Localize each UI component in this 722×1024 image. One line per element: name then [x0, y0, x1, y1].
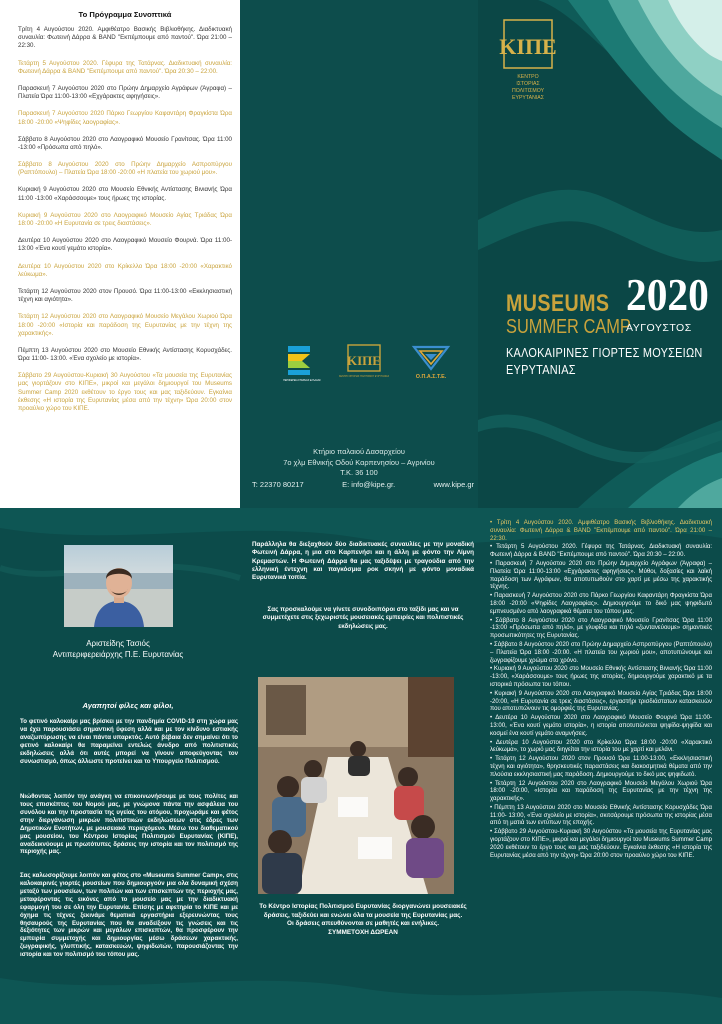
phone: T: 22370 80217	[252, 480, 304, 489]
address-line-1: Κτήριο παλαιού Δασαρχείου	[313, 447, 405, 456]
website-link[interactable]: www.kipe.gr	[433, 480, 474, 489]
program-entry: Τρίτη 4 Αυγούστου 2020. Αμφιθέατρο Βασικής Βιβλιοθήκης. Διαδικτυακή συναυλία: Φωτεινή Δάρρα & BAND "Εκπέμπουμε από παντού". Ώρα 21:00 – 22:30.	[18, 26, 232, 50]
program-entry: Κυριακή 9 Αυγούστου 2020 στο Λαογραφικό Μουσείο Αγίας Τριάδας Ώρα 18:00 -20:00 «Η Ευρυτανία σε τρεις διαστάσεις».	[18, 211, 232, 227]
schedule-entry: • Σάββατο 8 Αυγούστου 2020 στο Πρώην Δημαρχείο Ασπροπύργου (Ραπτόπουλο) – Πλατεία Ώρα 18:00 -20:00. «Η πλατεία του χωριού μου», αποτυπώνουμε και ζωγραφίζουμε χρώμα στο χρόνο.	[490, 641, 712, 664]
schedule-entry: • Δευτέρα 10 Αυγούστου 2020 στο Κρίκελλο Ώρα 18:00 -20:00 «Χαρακτικό λεύκωμα», το χωριό μας διηγείται την ιστορία του με χαρτί και μελάνι.	[490, 739, 712, 754]
schedule-entry: • Τετάρτη 12 Αυγούστου 2020 στον Προυσό Ώρα 11:00-13:00, «Εκκλησιαστική τέχνη και αγιότητα», θρησκευτικές παραστάσεις και διακοσμητικά θέματα από την πλούσια εκκλησιαστική μας παράδοση. Δημιουργούμε το δικό μας ψηφιδωτό.	[490, 756, 712, 778]
address-line-3: Τ.Κ. 36 100	[340, 468, 378, 478]
schedule-entry: • Κυριακή 9 Αυγούστου 2020 στο Μουσείο Εθνικής Αντίστασης Βινιανής Ώρα 11:00 -13:00, «Χαράσσουμε» τους ήρωες της ιστορίας, δημιουργούμε χαρακτικό με τα ιστορικά πρόσωπα του τόπου.	[490, 666, 712, 688]
schedule-entry: • Τρίτη 4 Αυγούστου 2020. Αμφιθέατρο Βασικής Βιβλιοθήκης. Διαδικτυακή συναυλία: Φωτεινή Δάρρα & BAND "Εκπέμπουμε από παντού". Ώρα 21:00 – 22:30.	[490, 520, 712, 542]
program-entry: Τετάρτη 5 Αυγούστου 2020. Γέφυρα της Τατάρνας. Διαδικτυακή συναυλία: Φωτεινή Δάρρα & BAND "Εκπέμπουμε από παντού". Ώρα 20:30 – 22:00.	[18, 59, 232, 75]
svg-text:ΚΙΠΕ: ΚΙΠΕ	[499, 34, 557, 59]
official-photo	[64, 545, 173, 627]
title-subtitle	[506, 345, 703, 379]
program-entry: Τετάρτη 12 Αυγούστου 2020 στο Λαογραφικό Μουσείο Μεγάλου Χωριού Ώρα 18:00 -20:00 «Ιστορία και παράδοση της Ευρυτανίας με την τέχνη της χαρακτικής».	[18, 313, 232, 337]
program-summary-panel	[0, 0, 240, 508]
schedule-entry: • Κυριακή 9 Αυγούστου 2020 στο Λαογραφικό Μουσείο Αγίας Τριάδας Ώρα 18:00 -20:00, «Η Ευρυτανία σε τρεις διαστάσεις», εργαστήρι τρισδιάστατων κατασκευών που αποτυπώνουν τις ομορφιές της Ευρυτανίας.	[490, 690, 712, 713]
welcome-paragraph-1: Το φετινό καλοκαίρι μας βρίσκει με την πανδημία COVID-19 στη χώρα μας να έχει παρουσιάσει σημαντική ύφεση αλλά και με τον κίνδυνο εστιακής αναζωπύρωσης να είναι πάντα υπαρκτός. Αυτό βέβαια δεν σημαίνει ότι το φετινό καλοκαίρι θα παραμείνει εντελώς άνυδρο από πολιτιστικές εκδηλώσεις αλλά ότι αυτές μπορεί να γίνουν αποφεύγοντας τον συνωστισμό, όπως άλλωστε προτείνει και το Υπουργείο Πολιτισμού.	[20, 718, 238, 765]
workshop-photo	[258, 677, 454, 894]
concert-paragraph: Παράλληλα θα διεξαχθούν δύο διαδικτυακές συναυλίες με την μοναδική Φωτεινή Δάρρα, η μια στο Καρπενήσι και η άλλη με φόντο την Λίμνη Κρεμαστών. Η Φωτεινή Δάρρα θα μας ταξιδέψει με τραγούδια από την ελληνική έντεχνη και παγκόσμια ροκ σκηνή με φόντο μοναδικά Ευρυτανικά τοπία.	[252, 541, 474, 582]
brochure-inside	[0, 508, 722, 1024]
region-logo	[282, 343, 322, 387]
cover-panel	[478, 0, 722, 508]
svg-text:ΕΥΡΥΤΑΝΙΑΣ: ΕΥΡΥΤΑΝΙΑΣ	[512, 95, 544, 101]
greeting: Αγαπητοί φίλες και φίλοι,	[82, 701, 174, 710]
closing-line-2: Οι δράσεις απευθύνονται σε μαθητές και ενήλικες.	[286, 920, 440, 928]
address-line-2: 7ο χλμ Εθνικής Οδού Καρπενησίου – Αγρινίου	[283, 457, 435, 467]
welcome-paragraph-3: Σας καλωσορίζουμε λοιπόν και φέτος στο «Museums Summer Camp», στις καλοκαιρινές γιορτές μουσείων που δημιουργούν μια ολα δυναμική σχέση μεταξύ των μουσείων, των πολιτών και των επισκεπτών της περιοχής μας, μεταφέροντας τις εικόνες από το μουσείο μας με την διαδικτυακή εφαρμογή του σε όλη την Ευρυτανία. Επίσης με αφετηρία το ΚΙΠΕ και με όχημα τις τέχνες ξεκινάμε θεματικά εργαστήρια εξερευνώντας τους θησαυρούς της Ευρυτανίας που θα αναδείξουν τις γνώσεις και τις δεξιότητες των μικρών και μεγάλων επισκεπτών, θα προσφέρουν την εμπειρία συμμετοχής και δημιουργίας μέσω δράσεων χαρακτικής, ζωγραφικής, γλυπτικής, κατασκευών, ψηφιδωτών, παρουσιάζοντας την ιστορία και τον πολιτισμό του τόπου μας.	[20, 872, 238, 959]
svg-text:Ο.Π.Α.Σ.Τ.Ε.: Ο.Π.Α.Σ.Τ.Ε.	[415, 374, 447, 380]
official-name: Αριστείδης Τασιός	[86, 639, 150, 648]
title-year: 2020	[626, 269, 709, 320]
detailed-schedule	[490, 520, 712, 861]
contact-panel	[240, 0, 478, 508]
svg-text:ΠΕΡΙΦΕΡΕΙΑ ΣΤΕΡΕΑΣ ΕΛΛΑΔΑΣ: ΠΕΡΙΦΕΡΕΙΑ ΣΤΕΡΕΑΣ ΕΛΛΑΔΑΣ	[283, 379, 321, 382]
program-entry: Παρασκευή 7 Αυγούστου 2020 στο Πρώην Δημαρχείο Αγράφων (Άγραφα) – Πλατεία Ώρα 11:00-13:00 «Εχγάρακτες αφηγήσεις».	[18, 84, 232, 101]
official-role: Αντιπεριφερειάρχης Π.Ε. Ευρυτανίας	[52, 650, 184, 660]
schedule-entry: • Τετάρτη 5 Αυγούστου 2020. Γέφυρα της Τατάρνας. Διαδικτυακή συναυλία: Φωτεινή Δάρρα & BAND "Εκπέμπουμε από παντού". Ώρα 20:30 – 22:00.	[490, 544, 712, 559]
closing-text	[252, 903, 474, 938]
schedule-entry: • Παρασκευή 7 Αυγούστου 2020 στο Πάρκο Γεωργίου Καφαντάρη Φραγκίστα Ώρα 18:00 -20:00 «Ψηφίδες Λαογραφίας». Δημιουργούμε το δικό μας ψηφιδωτό εμπνευσμένο από λαογραφικά θέματα του τόπου μας.	[490, 593, 712, 615]
brochure-outside	[0, 0, 722, 508]
official-caption	[18, 638, 218, 660]
svg-text:ΙΣΤΟΡΙΑΣ: ΙΣΤΟΡΙΑΣ	[516, 81, 540, 87]
program-list	[18, 26, 232, 413]
program-entry: Πέμπτη 13 Αυγούστου 2020 στο Μουσείο Εθνικής Αντίστασης Κορυσχάδες. Ώρα 11:00- 13:00. «Ένα σχολείο με ιστορία».	[18, 346, 232, 363]
program-title: Το Πρόγραμμα Συνοπτικά	[78, 10, 172, 19]
invitation-paragraph: Σας προσκαλούμε να γίνετε συνοδοιπόροι στο ταξίδι μας και να συμμετέχετε στις ξεχωριστές μουσειακές εμπειρίες και πολιτιστικές εκδηλώσεις μας.	[262, 606, 464, 630]
svg-text:ΠΟΛΙΤΙΣΜΟΥ: ΠΟΛΙΤΙΣΜΟΥ	[511, 88, 545, 94]
contact-line	[252, 480, 474, 489]
opaste-logo	[410, 343, 450, 387]
svg-text:ΚΙΠΕ: ΚΙΠΕ	[347, 353, 381, 368]
title-summer-camp: SUMMER CAMP	[506, 316, 631, 338]
welcome-paragraph-2: Νιώθοντας λοιπόν την ανάγκη να επικοινωνήσουμε με τους πολίτες και τους επισκέπτες του Νομού μας, με γνώμονα πάντα την ασφάλεια του συνόλου και την προστασία της υγείας του ατόμου, προχωράμε και φέτος στην διεργάνωση μικρών πολιτιστικών εκδηλώσεων στις έδρες των Δημοτικών Ενοτήτων, με μουσειακό περιεχόμενο. Μέσω του διαθεματικού μας μουσείου, του Κέντρου Ιστορίας Πολιτισμού Ευρυτανίας (ΚΙΠΕ), αναδεικνύουμε με πρωτότυπες δράσεις την ιστορία και τον πολιτισμό της περιοχής μας.	[20, 793, 238, 856]
title-museums: MUSEUMS	[506, 290, 610, 317]
kipe-main-logo	[499, 18, 557, 110]
subtitle-line-1: ΚΑΛΟΚΑΙΡΙΝΕΣ ΓΙΟΡΤΕΣ ΜΟΥΣΕΙΩΝ	[506, 345, 703, 360]
schedule-entry: • Δευτέρα 10 Αυγούστου 2020 στο Λαογραφικό Μουσείο Φουρνά Ώρα 11:00- 13:00, «Ένα κουτί γεμάτο ιστορία», η ιστορία αποτυπώνεται ψηφίδα-ψηφίδα και κοσμεί ένα κουτί γεμάτο αναμνήσεις.	[490, 715, 712, 737]
kipe-small-logo	[339, 343, 389, 387]
sponsor-logos	[282, 343, 452, 391]
program-entry: Κυριακή 9 Αυγούστου 2020 στο Μουσείο Εθνικής Αντίστασης Βινιανής Ώρα 11:00 -13:00 «Χαράσσουμε» τους ήρωες της ιστορίας.	[18, 186, 232, 202]
schedule-entry: • Παρασκευή 7 Αυγούστου 2020 στο Πρώην Δημαρχείο Αγράφων (Άγραφα) – Πλατεία Ώρα 11:00-13:00 «Εχγάρακτες αφηγήσεις». Μύθοι, δοξασίες και λαϊκή παράδοση των Αγράφων, θα αποτυπωθούν στο χαρτί με μέσω της χαρακτικής τέχνης.	[490, 560, 712, 591]
program-entry: Σάββατο 29 Αυγούστου-Κυριακή 30 Αυγούστου «Τα μουσεία της Ευρυτανίας μας γιορτάζουν στο ΚΙΠΕ», μικροί και μεγάλοι δημιουργοί του Museums Summer Camp 2020 εκθέτουν το έργο τους και μας ταξιδεύουν. Εγκαίνια έκθεσης «Η ιστορία της Ευρυτανίας μέσα από την τέχνη» Ώρα 20:00 στον προαύλιο χώρο του ΚΙΠΕ.	[18, 372, 232, 412]
address	[240, 447, 478, 479]
title-month: ΑΥΓΟΥΣΤΟΣ	[626, 322, 692, 334]
closing-line-1: Το Κέντρο Ιστορίας Πολιτισμού Ευρυτανίας διοργανώνει μουσειακές δράσεις, ταξιδεύει και ενώνει όλα τα μουσεία της Ευρυτανίας μας.	[259, 903, 467, 919]
program-entry: Τετάρτη 12 Αυγούστου 2020 στον Προυσό. Ώρα 11:00-13:00 «Εκκλησιαστική τέχνη και αγιότητα».	[18, 287, 232, 304]
schedule-entry: • Σάββατο 29 Αυγούστου-Κυριακή 30 Αυγούστου «Τα μουσεία της Ευρυτανίας μας γιορτάζουν στο ΚΙΠΕ», μικροί και μεγάλοι δημιουργοί του Museums Summer Camp 2020 εκθέτουν το έργο τους και μας ταξιδεύουν. Εγκαίνια έκθεσης «Η ιστορία της Ευρυτανίας μέσα από την τέχνη» Ώρα 20:00 στον προαύλιο χώρο του ΚΙΠΕ.	[490, 829, 712, 859]
email-link[interactable]: E: info@kipe.gr.	[342, 480, 396, 489]
subtitle-line-2: ΕΥΡΥΤΑΝΙΑΣ	[506, 361, 576, 377]
schedule-entry: • Σάββατο 8 Αυγούστου 2020 στο Λαογραφικό Μουσείο Γρανίτσας Ώρα 11:00 -13:00 «Πρόσωπα από πηλό», με γλυφίδα και πηλό «ζωντανεύουμε» σημαντικές προσωπικότητες της Ευρυτανίας.	[490, 617, 712, 640]
schedule-entry: • Τετάρτη 12 Αυγούστου 2020 στο Λαογραφικό Μουσείο Μεγάλου Χωριού Ώρα 18:00 -20:00, «Ιστορία και παράδοση της Ευρυτανίας με την τέχνη της χαρακτικής».	[490, 780, 712, 803]
program-entry: Σάββατο 8 Αυγούστου 2020 στο Πρώην Δημαρχείο Ασπροπύργου (Ραπτόπουλο) – Πλατεία Ώρα 18:00 -20:00 «Η πλατεία του χωριού μου».	[18, 161, 232, 177]
program-entry: Δευτέρα 10 Αυγούστου 2020 στο Κρίκελλο Ώρα 18:00 -20:00 «Χαρακτικό λεύκωμα».	[18, 262, 232, 278]
schedule-entry: • Πέμπτη 13 Αυγούστου 2020 στο Μουσείο Εθνικής Αντίστασης Κορυσχάδες Ώρα 11:00- 13:00, «Ένα σχολείο με ιστορία», σκιτσάρουμε πρόσωπα της ιστορίας μέσα από τη ματιά των εντύπων της εποχής.	[490, 804, 712, 827]
free-participation: ΣΥΜΜΕΤΟΧΗ ΔΩΡΕΑΝ	[328, 928, 398, 936]
program-entry: Δευτέρα 10 Αυγούστου 2020 στο Λαογραφικό Μουσείο Φουρνά. Ώρα 11:00- 13:00 «Ένα κουτί γεμάτο ιστορία».	[18, 237, 232, 253]
program-entry: Σάββατο 8 Αυγούστου 2020 στο Λαογραφικό Μουσείο Γρανίτσας. Ώρα 11:00 -13:00 «Πρόσωπα από πηλό».	[18, 135, 232, 151]
svg-text:ΚΕΝΤΡΟ ΙΣΤΟΡΙΑΣ ΠΟΛΙΤΙΣΜΟΥ ΕΥΡ: ΚΕΝΤΡΟ ΙΣΤΟΡΙΑΣ ΠΟΛΙΤΙΣΜΟΥ ΕΥΡΥΤΑΝΙΑΣ	[339, 376, 389, 378]
svg-text:ΚΕΝΤΡΟ: ΚΕΝΤΡΟ	[517, 74, 539, 80]
program-entry: Παρασκευή 7 Αυγούστου 2020 Πάρκο Γεωργίου Καφαντάρη Φραγκίστα Ώρα 18:00 -20:00 «Ψηφίδες λαογραφίας».	[18, 110, 232, 126]
